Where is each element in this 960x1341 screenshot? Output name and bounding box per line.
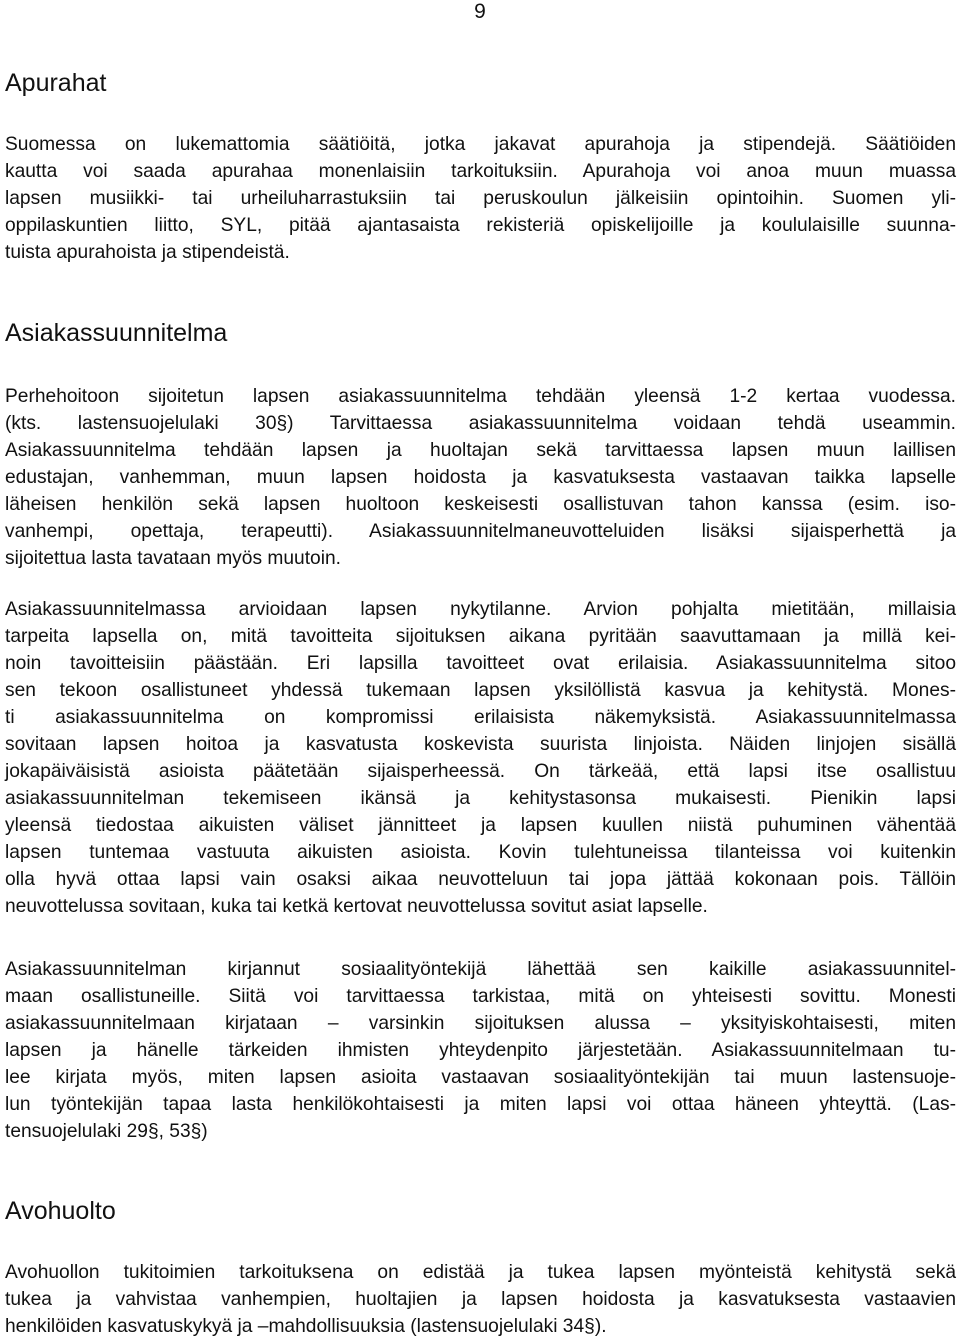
text-line: Suomessa on lukemattomia säätiöitä, jotka jakavat apurahoja ja stipendejä. Säätiöiden xyxy=(5,134,956,155)
text-line: Asiakassuunnitelmassa arvioidaan lapsen nykytilanne. Arvion pohjalta mietitään, millaisia xyxy=(5,599,956,620)
text-line: Perhehoitoon sijoitetun lapsen asiakassuunnitelma tehdään yleensä 1-2 kertaa vuodessa. xyxy=(5,386,956,407)
text-line: ti asiakassuunnitelma on kompromissi erilaisista näkemyksistä. Asiakassuunnitelmassa xyxy=(5,707,956,728)
section-heading-avohuolto: Avohuolto xyxy=(5,1197,116,1225)
text-line: Avohuollon tukitoimien tarkoituksena on edistää ja tukea lapsen myönteistä kehitystä sekä xyxy=(5,1262,956,1283)
text-line: jokapäiväisistä asioista päätetään sijaisperheessä. On tärkeää, että lapsi itse osallistuu xyxy=(5,761,956,782)
text-line: lee kirjata myös, miten lapsen asioita vastaavan sosiaalityöntekijän tai muun lastensuoje- xyxy=(5,1067,956,1088)
paragraph xyxy=(5,131,956,266)
text-line: Asiakassuunnitelman kirjannut sosiaalityöntekijä lähettää sen kaikille asiakassuunnitel- xyxy=(5,959,956,980)
text-line: asiakassuunnitelmaan kirjataan – varsinkin sijoituksen alussa – yksityiskohtaisesti, miten xyxy=(5,1013,956,1034)
paragraph xyxy=(5,383,956,572)
text-line: tensuojelulaki 29§, 53§) xyxy=(5,1121,208,1142)
text-line: sovitaan lapsen hoitoa ja kasvatusta koskevista suurista linjoista. Näiden linjojen sisällä xyxy=(5,734,956,755)
text-line: noin tavoitteisiin päästään. Eri lapsilla tavoitteet ovat erilaisia. Asiakassuunnitelma sitoo xyxy=(5,653,956,674)
text-line: kautta voi saada apurahaa monenlaisiin tarkoituksiin. Apurahoja voi anoa muun muassa xyxy=(5,161,956,182)
text-line: edustajan, vanhemman, muun lapsen hoidosta ja kasvatuksesta vastaavan taikka lapselle xyxy=(5,467,956,488)
text-line: lapsen musiikki- tai urheiluharrastuksiin tai peruskoulun jälkeisiin opintoihin. Suomen yli- xyxy=(5,188,956,209)
text-line: tarpeita lapsella on, mitä tavoitteita sijoituksen aikana pyritään saavuttamaan ja millä kei- xyxy=(5,626,956,647)
text-line: sijoitettua lasta tavataan myös muutoin. xyxy=(5,548,341,569)
text-line: oppilaskuntien liitto, SYL, pitää ajantasaista rekisteriä opiskelijoille ja koululaisille suunna- xyxy=(5,215,956,236)
text-line: (kts. lastensuojelulaki 30§) Tarvittaessa asiakassuunnitelma voidaan tehdä useammin. xyxy=(5,413,956,434)
section-heading-apurahat: Apurahat xyxy=(5,69,107,97)
text-line: lun työntekijän tapaa lasta henkilökohtaisesti ja miten lapsi voi ottaa häneen yhteyttä. (Las- xyxy=(5,1094,956,1115)
paragraph xyxy=(5,956,956,1145)
text-line: neuvottelussa sovitaan, kuka tai ketkä kertovat neuvottelussa sovitut asiat lapselle. xyxy=(5,896,708,917)
text-line: yleensä tiedostaa aikuisten väliset jännitteet ja lapsen kuullen niistä puhuminen vähentää xyxy=(5,815,956,836)
text-line: sen tekoon osallistuneet yhdessä tukemaan lapsen yksilöllistä kasvua ja kehitystä. Mones- xyxy=(5,680,956,701)
page-number: 9 xyxy=(474,0,486,23)
text-line: lapsen tuntemaa vastuuta aikuisten asioista. Kovin tulehtuneissa tilanteissa voi kuitenkin xyxy=(5,842,956,863)
section-heading-asiakassuunnitelma: Asiakassuunnitelma xyxy=(5,319,228,347)
paragraph xyxy=(5,1259,956,1340)
text-line: lapsen ja hänelle tärkeiden ihmisten yhteydenpito järjestetään. Asiakassuunnitelmaan tu- xyxy=(5,1040,956,1061)
text-line: asiakassuunnitelman tekemiseen ikänsä ja kehitystasonsa mukaisesti. Pienikin lapsi xyxy=(5,788,956,809)
text-line: vanhempi, opettaja, terapeutti). Asiakassuunnitelmaneuvotteluiden lisäksi sijaisperhettä ja xyxy=(5,521,956,542)
text-line: henkilöiden kasvatuskykyä ja –mahdollisuuksia (lastensuojelulaki 34§). xyxy=(5,1316,607,1337)
text-line: läheisen henkilön sekä lapsen huoltoon keskeisesti osallistuvan tahon kanssa (esim. iso- xyxy=(5,494,956,515)
text-line: tukea ja vahvistaa vanhempien, huoltajien ja lapsen hoidosta ja kasvatuksesta vastaavien xyxy=(5,1289,956,1310)
text-line: tuista apurahoista ja stipendeistä. xyxy=(5,242,290,263)
text-line: Asiakassuunnitelma tehdään lapsen ja huoltajan sekä tarvittaessa lapsen muun laillisen xyxy=(5,440,956,461)
text-line: olla hyvä ottaa lapsi vain osaksi aikaa neuvotteluun tai jopa jättää kokonaan pois. Tällöin xyxy=(5,869,956,890)
text-line: maan osallistuneille. Siitä voi tarvittaessa tarkistaa, mitä on yhteisesti sovittu. Monesti xyxy=(5,986,956,1007)
paragraph xyxy=(5,596,956,920)
